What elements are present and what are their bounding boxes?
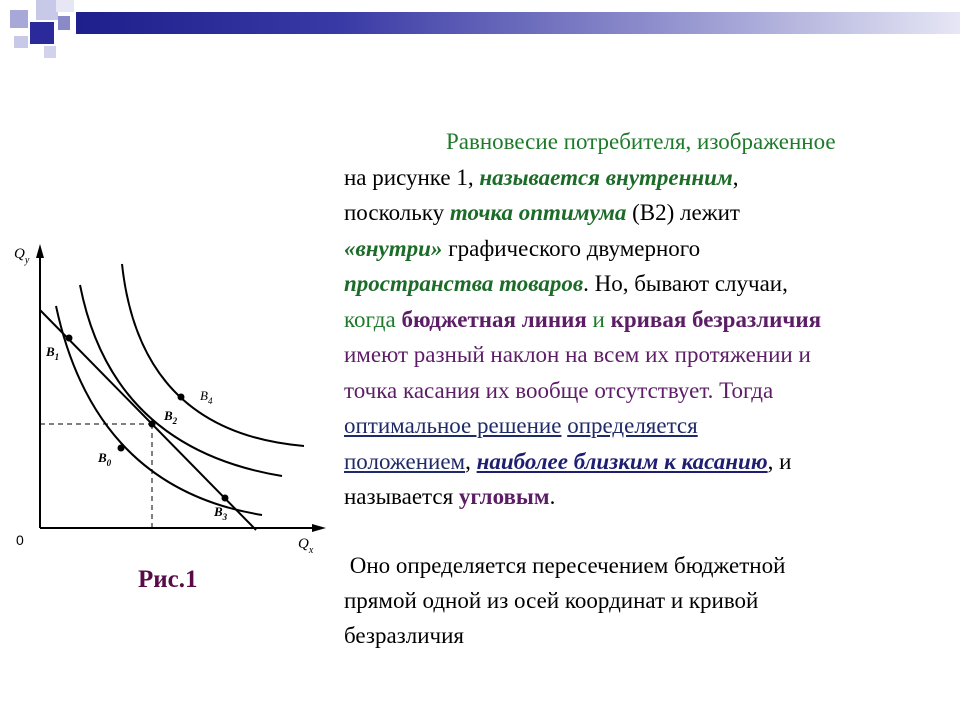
deco-square (30, 22, 54, 44)
figure-caption: Рис.1 (138, 566, 198, 593)
deco-square (36, 0, 58, 20)
point-b3 (222, 495, 229, 502)
label-b2: $B_2$ (164, 408, 178, 426)
deco-square (58, 16, 70, 30)
text-line: Равновесие потребителя, изображенное (446, 129, 836, 154)
y-axis-label: $Q_y$ (14, 246, 30, 266)
x-axis-label: $Q_x$ (298, 536, 314, 556)
deco-square (10, 10, 28, 28)
text-line: поскольку точка оптимума (В2) лежит (344, 200, 740, 225)
text-line: оптимальное решение определяется (344, 413, 698, 438)
y-axis-arrow (36, 244, 44, 258)
x-axis-arrow (312, 524, 326, 532)
deco-square (56, 0, 74, 12)
label-b3: $B_3$ (214, 504, 228, 522)
text-line: «внутри» графического двумерного (344, 235, 701, 261)
label-b0: $B_0$ (98, 450, 112, 468)
label-b4: $B_4$ (200, 388, 213, 406)
text-line: безразличия (344, 623, 465, 648)
deco-square (44, 46, 56, 58)
point-b4 (178, 394, 185, 401)
text-line: прямой одной из осей координат и кривой (344, 588, 759, 613)
indifference-curve-1 (56, 306, 262, 515)
text-line: когда бюджетная линия и кривая безразличия (344, 306, 822, 332)
point-b1 (66, 335, 73, 342)
header-bar (76, 12, 960, 34)
origin-label: 0 (16, 532, 24, 548)
indifference-curve-3 (122, 264, 304, 446)
text-line: пространства товаров. Но, бывают случаи, (344, 271, 788, 296)
text-line: положением, наиболее близким к касанию, и (344, 448, 792, 474)
text-line: на рисунке 1, называется внутренним, (344, 164, 739, 190)
main-paragraph (344, 124, 956, 515)
text-line: имеют разный наклон на всем их протяжении и (344, 342, 811, 367)
point-b2 (149, 421, 156, 428)
consumer-equilibrium-diagram (0, 230, 340, 560)
text-line: точка касания их вообще отсутствует. Тогда (344, 377, 774, 403)
second-paragraph (344, 548, 944, 653)
deco-square (14, 36, 28, 48)
text-line: называется угловым. (344, 484, 556, 509)
label-b1: $B_1$ (46, 344, 60, 362)
point-b0 (118, 445, 125, 452)
text-line: Оно определяется пересечением бюджетной (349, 553, 786, 578)
